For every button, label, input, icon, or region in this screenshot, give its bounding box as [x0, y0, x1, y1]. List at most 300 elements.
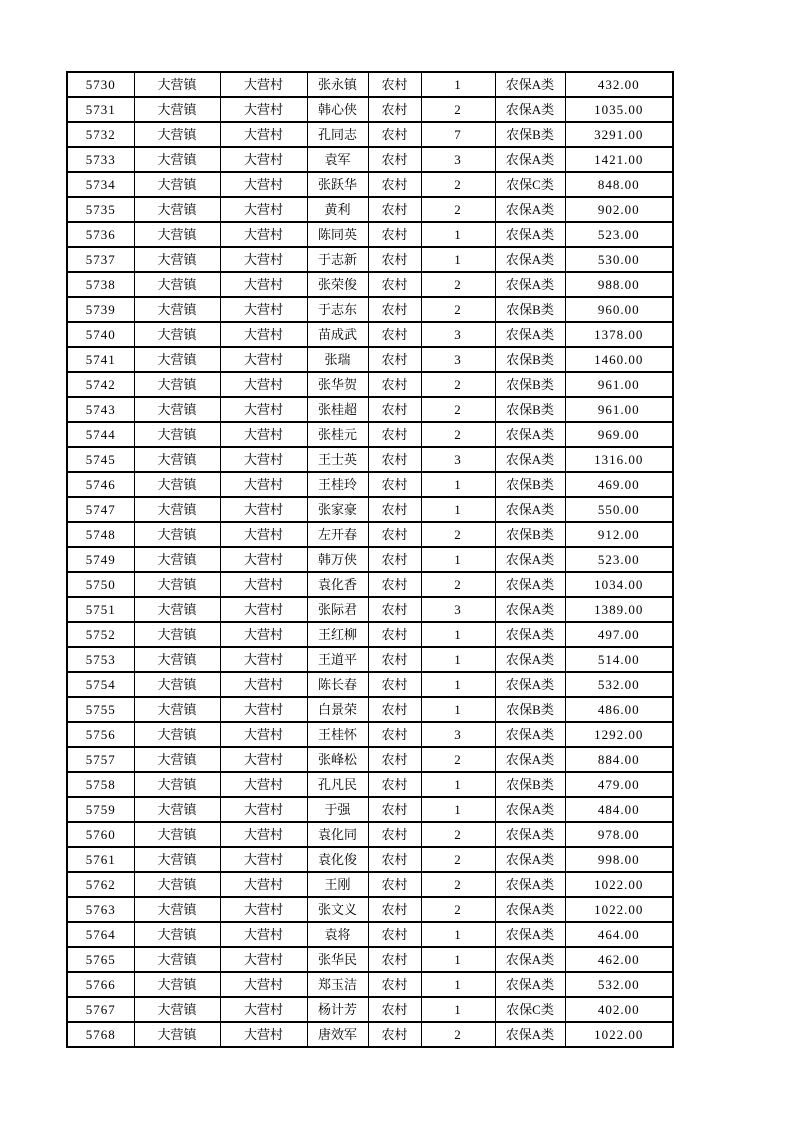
- cell-town: 大营镇: [134, 372, 220, 397]
- cell-person-count: 2: [421, 197, 495, 222]
- cell-village: 大营村: [220, 572, 307, 597]
- table-row: [67, 347, 673, 372]
- cell-insurance-category: 农保A类: [495, 247, 565, 272]
- cell-person-count: 2: [421, 572, 495, 597]
- cell-town: 大营镇: [134, 572, 220, 597]
- cell-person-count: 1: [421, 697, 495, 722]
- cell-amount: 486.00: [565, 697, 673, 722]
- cell-serial-number: 5737: [67, 247, 134, 272]
- table-row: [67, 922, 673, 947]
- cell-person-count: 3: [421, 447, 495, 472]
- cell-village: 大营村: [220, 997, 307, 1022]
- cell-town: 大营镇: [134, 1022, 220, 1047]
- cell-insurance-category: 农保A类: [495, 947, 565, 972]
- cell-residence-type: 农村: [368, 222, 421, 247]
- cell-serial-number: 5734: [67, 172, 134, 197]
- cell-residence-type: 农村: [368, 322, 421, 347]
- cell-serial-number: 5767: [67, 997, 134, 1022]
- table-row: [67, 647, 673, 672]
- cell-residence-type: 农村: [368, 547, 421, 572]
- cell-insurance-category: 农保A类: [495, 797, 565, 822]
- cell-name: 郑玉洁: [307, 972, 368, 997]
- cell-village: 大营村: [220, 747, 307, 772]
- cell-serial-number: 5736: [67, 222, 134, 247]
- cell-town: 大营镇: [134, 972, 220, 997]
- cell-town: 大营镇: [134, 172, 220, 197]
- table-row: [67, 522, 673, 547]
- cell-amount: 462.00: [565, 947, 673, 972]
- cell-town: 大营镇: [134, 722, 220, 747]
- cell-residence-type: 农村: [368, 722, 421, 747]
- cell-insurance-category: 农保A类: [495, 197, 565, 222]
- cell-village: 大营村: [220, 372, 307, 397]
- table-row: [67, 547, 673, 572]
- table-row: [67, 997, 673, 1022]
- cell-village: 大营村: [220, 422, 307, 447]
- cell-insurance-category: 农保B类: [495, 372, 565, 397]
- cell-village: 大营村: [220, 722, 307, 747]
- cell-village: 大营村: [220, 597, 307, 622]
- cell-residence-type: 农村: [368, 497, 421, 522]
- cell-insurance-category: 农保B类: [495, 397, 565, 422]
- cell-amount: 961.00: [565, 397, 673, 422]
- cell-residence-type: 农村: [368, 672, 421, 697]
- table-row: [67, 772, 673, 797]
- cell-town: 大营镇: [134, 397, 220, 422]
- cell-serial-number: 5755: [67, 697, 134, 722]
- cell-name: 张家豪: [307, 497, 368, 522]
- cell-serial-number: 5752: [67, 622, 134, 647]
- cell-insurance-category: 农保B类: [495, 697, 565, 722]
- cell-name: 左开春: [307, 522, 368, 547]
- cell-village: 大营村: [220, 72, 307, 97]
- cell-town: 大营镇: [134, 872, 220, 897]
- cell-amount: 532.00: [565, 672, 673, 697]
- cell-amount: 550.00: [565, 497, 673, 522]
- cell-serial-number: 5743: [67, 397, 134, 422]
- table-row: [67, 197, 673, 222]
- cell-residence-type: 农村: [368, 897, 421, 922]
- cell-person-count: 2: [421, 822, 495, 847]
- cell-residence-type: 农村: [368, 947, 421, 972]
- table-row: [67, 747, 673, 772]
- cell-amount: 514.00: [565, 647, 673, 672]
- cell-town: 大营镇: [134, 897, 220, 922]
- cell-residence-type: 农村: [368, 847, 421, 872]
- cell-village: 大营村: [220, 272, 307, 297]
- table-row: [67, 897, 673, 922]
- table-row: [67, 247, 673, 272]
- cell-amount: 1316.00: [565, 447, 673, 472]
- cell-amount: 523.00: [565, 547, 673, 572]
- cell-amount: 3291.00: [565, 122, 673, 147]
- cell-village: 大营村: [220, 397, 307, 422]
- cell-person-count: 1: [421, 947, 495, 972]
- cell-residence-type: 农村: [368, 697, 421, 722]
- cell-town: 大营镇: [134, 647, 220, 672]
- cell-town: 大营镇: [134, 672, 220, 697]
- cell-amount: 523.00: [565, 222, 673, 247]
- cell-residence-type: 农村: [368, 522, 421, 547]
- cell-village: 大营村: [220, 1022, 307, 1047]
- cell-village: 大营村: [220, 347, 307, 372]
- cell-name: 韩心侠: [307, 97, 368, 122]
- cell-name: 袁化俊: [307, 847, 368, 872]
- cell-town: 大营镇: [134, 947, 220, 972]
- cell-name: 张桂超: [307, 397, 368, 422]
- cell-serial-number: 5757: [67, 747, 134, 772]
- cell-insurance-category: 农保A类: [495, 847, 565, 872]
- cell-insurance-category: 农保A类: [495, 597, 565, 622]
- cell-amount: 1421.00: [565, 147, 673, 172]
- cell-town: 大营镇: [134, 422, 220, 447]
- cell-name: 苗成武: [307, 322, 368, 347]
- table-row: [67, 497, 673, 522]
- cell-serial-number: 5758: [67, 772, 134, 797]
- cell-town: 大营镇: [134, 847, 220, 872]
- cell-residence-type: 农村: [368, 622, 421, 647]
- cell-serial-number: 5751: [67, 597, 134, 622]
- cell-residence-type: 农村: [368, 347, 421, 372]
- cell-residence-type: 农村: [368, 972, 421, 997]
- cell-town: 大营镇: [134, 322, 220, 347]
- cell-insurance-category: 农保A类: [495, 922, 565, 947]
- table-row: [67, 472, 673, 497]
- table-row: [67, 697, 673, 722]
- cell-person-count: 1: [421, 972, 495, 997]
- cell-insurance-category: 农保B类: [495, 772, 565, 797]
- table-row: [67, 122, 673, 147]
- cell-residence-type: 农村: [368, 272, 421, 297]
- cell-insurance-category: 农保A类: [495, 447, 565, 472]
- cell-town: 大营镇: [134, 772, 220, 797]
- cell-village: 大营村: [220, 522, 307, 547]
- cell-town: 大营镇: [134, 547, 220, 572]
- cell-town: 大营镇: [134, 747, 220, 772]
- cell-name: 于志新: [307, 247, 368, 272]
- cell-serial-number: 5731: [67, 97, 134, 122]
- cell-residence-type: 农村: [368, 597, 421, 622]
- cell-name: 唐效军: [307, 1022, 368, 1047]
- cell-village: 大营村: [220, 622, 307, 647]
- cell-person-count: 3: [421, 347, 495, 372]
- cell-town: 大营镇: [134, 147, 220, 172]
- cell-person-count: 1: [421, 472, 495, 497]
- cell-amount: 884.00: [565, 747, 673, 772]
- cell-serial-number: 5750: [67, 572, 134, 597]
- cell-person-count: 1: [421, 997, 495, 1022]
- cell-name: 袁化香: [307, 572, 368, 597]
- table-row: [67, 397, 673, 422]
- cell-name: 张荣俊: [307, 272, 368, 297]
- cell-residence-type: 农村: [368, 1022, 421, 1047]
- cell-serial-number: 5732: [67, 122, 134, 147]
- cell-insurance-category: 农保A类: [495, 822, 565, 847]
- cell-town: 大营镇: [134, 797, 220, 822]
- cell-serial-number: 5749: [67, 547, 134, 572]
- cell-insurance-category: 农保A类: [495, 272, 565, 297]
- table-row: [67, 847, 673, 872]
- cell-town: 大营镇: [134, 222, 220, 247]
- cell-residence-type: 农村: [368, 922, 421, 947]
- table-row: [67, 372, 673, 397]
- cell-amount: 969.00: [565, 422, 673, 447]
- cell-insurance-category: 农保A类: [495, 222, 565, 247]
- cell-name: 王桂怀: [307, 722, 368, 747]
- table-row: [67, 722, 673, 747]
- cell-person-count: 2: [421, 97, 495, 122]
- cell-village: 大营村: [220, 772, 307, 797]
- cell-town: 大营镇: [134, 622, 220, 647]
- cell-village: 大营村: [220, 697, 307, 722]
- cell-name: 孔同志: [307, 122, 368, 147]
- cell-village: 大营村: [220, 972, 307, 997]
- cell-amount: 432.00: [565, 72, 673, 97]
- cell-person-count: 3: [421, 322, 495, 347]
- cell-amount: 1292.00: [565, 722, 673, 747]
- cell-person-count: 2: [421, 272, 495, 297]
- cell-town: 大营镇: [134, 822, 220, 847]
- cell-serial-number: 5765: [67, 947, 134, 972]
- cell-person-count: 2: [421, 172, 495, 197]
- cell-village: 大营村: [220, 97, 307, 122]
- table-row: [67, 797, 673, 822]
- table-row: [67, 447, 673, 472]
- cell-person-count: 1: [421, 772, 495, 797]
- cell-residence-type: 农村: [368, 572, 421, 597]
- cell-residence-type: 农村: [368, 997, 421, 1022]
- cell-serial-number: 5753: [67, 647, 134, 672]
- cell-name: 袁化同: [307, 822, 368, 847]
- cell-name: 张永镇: [307, 72, 368, 97]
- cell-name: 张际君: [307, 597, 368, 622]
- cell-serial-number: 5741: [67, 347, 134, 372]
- cell-insurance-category: 农保A类: [495, 97, 565, 122]
- table-row: [67, 147, 673, 172]
- cell-person-count: 2: [421, 847, 495, 872]
- cell-person-count: 1: [421, 672, 495, 697]
- cell-serial-number: 5745: [67, 447, 134, 472]
- cell-residence-type: 农村: [368, 797, 421, 822]
- cell-name: 王刚: [307, 872, 368, 897]
- cell-town: 大营镇: [134, 597, 220, 622]
- cell-person-count: 3: [421, 597, 495, 622]
- cell-amount: 532.00: [565, 972, 673, 997]
- cell-town: 大营镇: [134, 97, 220, 122]
- table-row: [67, 222, 673, 247]
- cell-name: 杨计芳: [307, 997, 368, 1022]
- table-row: [67, 72, 673, 97]
- cell-person-count: 2: [421, 872, 495, 897]
- cell-amount: 998.00: [565, 847, 673, 872]
- cell-village: 大营村: [220, 147, 307, 172]
- cell-insurance-category: 农保A类: [495, 747, 565, 772]
- cell-residence-type: 农村: [368, 472, 421, 497]
- cell-name: 张峰松: [307, 747, 368, 772]
- cell-person-count: 1: [421, 247, 495, 272]
- cell-town: 大营镇: [134, 122, 220, 147]
- cell-person-count: 1: [421, 622, 495, 647]
- table-row: [67, 972, 673, 997]
- cell-amount: 978.00: [565, 822, 673, 847]
- cell-residence-type: 农村: [368, 197, 421, 222]
- cell-serial-number: 5766: [67, 972, 134, 997]
- cell-person-count: 2: [421, 297, 495, 322]
- cell-person-count: 7: [421, 122, 495, 147]
- cell-amount: 1022.00: [565, 897, 673, 922]
- cell-insurance-category: 农保C类: [495, 997, 565, 1022]
- cell-amount: 1389.00: [565, 597, 673, 622]
- cell-person-count: 2: [421, 1022, 495, 1047]
- cell-serial-number: 5746: [67, 472, 134, 497]
- cell-name: 黄利: [307, 197, 368, 222]
- cell-name: 张桂元: [307, 422, 368, 447]
- cell-residence-type: 农村: [368, 822, 421, 847]
- cell-amount: 1022.00: [565, 1022, 673, 1047]
- cell-residence-type: 农村: [368, 147, 421, 172]
- cell-insurance-category: 农保A类: [495, 497, 565, 522]
- cell-town: 大营镇: [134, 72, 220, 97]
- cell-residence-type: 农村: [368, 172, 421, 197]
- cell-serial-number: 5754: [67, 672, 134, 697]
- cell-village: 大营村: [220, 497, 307, 522]
- cell-village: 大营村: [220, 647, 307, 672]
- cell-town: 大营镇: [134, 697, 220, 722]
- cell-residence-type: 农村: [368, 247, 421, 272]
- cell-person-count: 1: [421, 797, 495, 822]
- cell-serial-number: 5733: [67, 147, 134, 172]
- cell-village: 大营村: [220, 322, 307, 347]
- cell-amount: 1022.00: [565, 872, 673, 897]
- cell-person-count: 2: [421, 747, 495, 772]
- cell-town: 大营镇: [134, 997, 220, 1022]
- table-row: [67, 322, 673, 347]
- cell-town: 大营镇: [134, 497, 220, 522]
- cell-town: 大营镇: [134, 522, 220, 547]
- cell-person-count: 2: [421, 522, 495, 547]
- cell-insurance-category: 农保A类: [495, 547, 565, 572]
- cell-residence-type: 农村: [368, 872, 421, 897]
- cell-amount: 961.00: [565, 372, 673, 397]
- cell-village: 大营村: [220, 897, 307, 922]
- cell-name: 王士英: [307, 447, 368, 472]
- cell-amount: 402.00: [565, 997, 673, 1022]
- cell-insurance-category: 农保A类: [495, 647, 565, 672]
- cell-person-count: 1: [421, 72, 495, 97]
- cell-person-count: 3: [421, 722, 495, 747]
- cell-name: 袁将: [307, 922, 368, 947]
- cell-residence-type: 农村: [368, 122, 421, 147]
- cell-name: 袁军: [307, 147, 368, 172]
- cell-name: 于强: [307, 797, 368, 822]
- cell-village: 大营村: [220, 922, 307, 947]
- cell-village: 大营村: [220, 672, 307, 697]
- cell-insurance-category: 农保B类: [495, 347, 565, 372]
- cell-insurance-category: 农保A类: [495, 872, 565, 897]
- cell-serial-number: 5761: [67, 847, 134, 872]
- cell-serial-number: 5740: [67, 322, 134, 347]
- cell-name: 陈长春: [307, 672, 368, 697]
- cell-person-count: 2: [421, 422, 495, 447]
- cell-amount: 469.00: [565, 472, 673, 497]
- cell-residence-type: 农村: [368, 422, 421, 447]
- cell-name: 张华贺: [307, 372, 368, 397]
- cell-town: 大营镇: [134, 197, 220, 222]
- cell-residence-type: 农村: [368, 372, 421, 397]
- cell-insurance-category: 农保A类: [495, 972, 565, 997]
- cell-name: 王红柳: [307, 622, 368, 647]
- cell-insurance-category: 农保A类: [495, 672, 565, 697]
- cell-town: 大营镇: [134, 247, 220, 272]
- cell-amount: 1034.00: [565, 572, 673, 597]
- cell-village: 大营村: [220, 872, 307, 897]
- cell-village: 大营村: [220, 122, 307, 147]
- cell-serial-number: 5763: [67, 897, 134, 922]
- cell-serial-number: 5738: [67, 272, 134, 297]
- cell-insurance-category: 农保A类: [495, 422, 565, 447]
- cell-amount: 1378.00: [565, 322, 673, 347]
- cell-person-count: 1: [421, 922, 495, 947]
- cell-town: 大营镇: [134, 297, 220, 322]
- cell-name: 张华民: [307, 947, 368, 972]
- cell-amount: 479.00: [565, 772, 673, 797]
- cell-town: 大营镇: [134, 347, 220, 372]
- cell-village: 大营村: [220, 197, 307, 222]
- cell-name: 张瑞: [307, 347, 368, 372]
- table-row: [67, 872, 673, 897]
- cell-town: 大营镇: [134, 472, 220, 497]
- cell-person-count: 2: [421, 897, 495, 922]
- cell-insurance-category: 农保A类: [495, 147, 565, 172]
- cell-serial-number: 5768: [67, 1022, 134, 1047]
- table-row: [67, 947, 673, 972]
- table-row: [67, 672, 673, 697]
- cell-person-count: 3: [421, 147, 495, 172]
- cell-name: 张文义: [307, 897, 368, 922]
- cell-amount: 530.00: [565, 247, 673, 272]
- cell-person-count: 1: [421, 547, 495, 572]
- cell-name: 韩万侠: [307, 547, 368, 572]
- cell-person-count: 1: [421, 222, 495, 247]
- cell-serial-number: 5747: [67, 497, 134, 522]
- cell-amount: 912.00: [565, 522, 673, 547]
- cell-town: 大营镇: [134, 447, 220, 472]
- cell-name: 于志东: [307, 297, 368, 322]
- cell-serial-number: 5730: [67, 72, 134, 97]
- cell-residence-type: 农村: [368, 297, 421, 322]
- cell-amount: 497.00: [565, 622, 673, 647]
- cell-amount: 988.00: [565, 272, 673, 297]
- table-row: [67, 172, 673, 197]
- cell-residence-type: 农村: [368, 397, 421, 422]
- cell-village: 大营村: [220, 447, 307, 472]
- cell-serial-number: 5756: [67, 722, 134, 747]
- cell-serial-number: 5735: [67, 197, 134, 222]
- cell-serial-number: 5742: [67, 372, 134, 397]
- cell-serial-number: 5739: [67, 297, 134, 322]
- table-row: [67, 272, 673, 297]
- cell-insurance-category: 农保A类: [495, 897, 565, 922]
- cell-insurance-category: 农保B类: [495, 122, 565, 147]
- cell-village: 大营村: [220, 547, 307, 572]
- cell-insurance-category: 农保A类: [495, 572, 565, 597]
- cell-village: 大营村: [220, 222, 307, 247]
- cell-serial-number: 5762: [67, 872, 134, 897]
- cell-serial-number: 5759: [67, 797, 134, 822]
- cell-village: 大营村: [220, 472, 307, 497]
- cell-amount: 960.00: [565, 297, 673, 322]
- cell-residence-type: 农村: [368, 647, 421, 672]
